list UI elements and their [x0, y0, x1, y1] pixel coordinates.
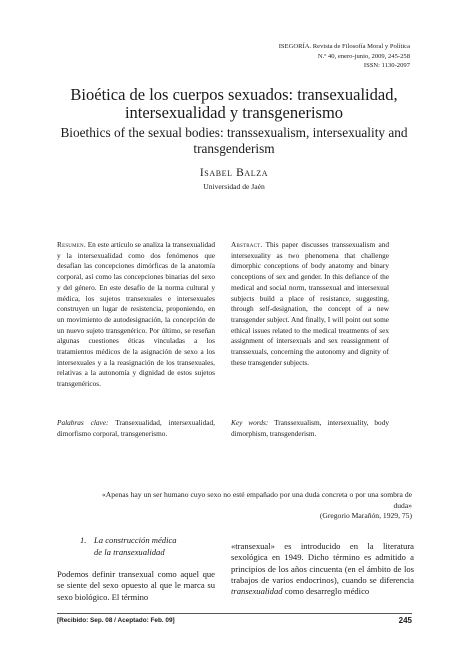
keywords-english	[231, 418, 389, 439]
footer-divider	[57, 613, 412, 614]
keywords-english-text: Transsexualism, intersexuality, body dimorphism, transgenderism.	[231, 418, 390, 438]
page-number: 245	[398, 616, 412, 625]
epigraph-attribution: (Gregorio Marañón, 1929, 75)	[319, 511, 412, 520]
keywords-spanish-label: Palabras clave:	[57, 418, 109, 427]
section-title-line2: de la transexualidad	[94, 546, 165, 557]
abstract-spanish-lead: Resumen.	[57, 240, 86, 249]
abstract-english-lead: Abstract.	[231, 240, 263, 249]
abstract-english-text: This paper discusses transsexualism and intersexuality as two phenomena that challenge dimorphic conceptions of body anatomy and binary conceptions of sex and gender. In this defiance of the medical and social norm, transsexual and intersexual subjects build a place of resistance, suggesting, through self-designation, the concept of a new transgender subject. And finally, I will point out some ethical issues related to the medical treatments of sex assignment of intersexuals and sex reassignment of transsexuals, concerning the autonomy and dignity of these transgender subjects.	[231, 240, 389, 367]
abstract-spanish	[57, 240, 215, 390]
body-text-left: Podemos definir transexual como aquel que se siente del sexo opuesto al que le marca su sexo biológico. El término	[57, 569, 215, 602]
abstract-english	[231, 240, 389, 368]
body-text-right-emphasis: transexualidad	[231, 586, 283, 597]
section-title-line1: La construcción médica	[94, 535, 177, 545]
body-text-right-a: «transexual» es introducido en la literatura sexológica en 1949. Dicho término es admitido a principios de los años cincuenta (en el ámbito de los trabajos de varios endocrinos), cuando se diferencia	[231, 541, 414, 585]
keywords-spanish	[57, 418, 215, 439]
author-affiliation: Universidad de Jaén	[203, 182, 265, 191]
journal-header	[279, 42, 410, 71]
author-name: Isabel Balza	[199, 167, 269, 179]
epigraph-quote: «Apenas hay un ser humano cuyo sexo no esté empañado por una duda concreta o por una sombra de duda»	[102, 490, 412, 510]
journal-name: ISEGORÍA. Revista de Filosofía Moral y Política	[278, 43, 410, 50]
section-heading	[80, 535, 177, 558]
body-text-right	[231, 541, 414, 597]
body-text-right-b: como desarreglo médico	[282, 586, 370, 597]
keywords-english-label: Key words:	[231, 418, 269, 427]
footer-received-dates: [Recibido: Sep. 08 / Aceptado: Feb. 09]	[57, 617, 175, 624]
journal-issue: N.º 40, enero-junio, 2009, 245-258	[317, 52, 410, 60]
keywords-spanish-text: Transexualidad, intersexualidad, dimorfismo corporal, transgenerismo.	[57, 418, 215, 438]
journal-issn: ISSN: 1130-2097	[363, 62, 410, 70]
section-number: 1.	[80, 535, 87, 545]
article-subtitle: Bioethics of the sexual bodies: transsexualism, intersexuality and transgenderism	[60, 125, 408, 156]
abstract-spanish-text: En este artículo se analiza la transexualidad y la intersexualidad como dos fenómenos que desafían las concepciones dimórficas de la anatomía corporal, así como las concepciones binarias del sexo y del género. En este desafío de la norma cultural y médica, los sujetos transexuales e intersexuales construyen un lugar de resistencia, proponiendo, en un movimiento de autodesignación, la concepción de un nuevo sujeto transgenérico. Por último, se reseñan algunas cuestiones éticas vinculadas a los tratamientos médicos de la asignación de sexo a los intersexuales y a la reasignación de los transexuales, relativas a la autonomía y dignidad de estos sujetos transgenéricos.	[57, 240, 215, 389]
article-title: Bioética de los cuerpos sexuados: transexualidad, intersexualidad y transgenerismo	[70, 85, 398, 122]
